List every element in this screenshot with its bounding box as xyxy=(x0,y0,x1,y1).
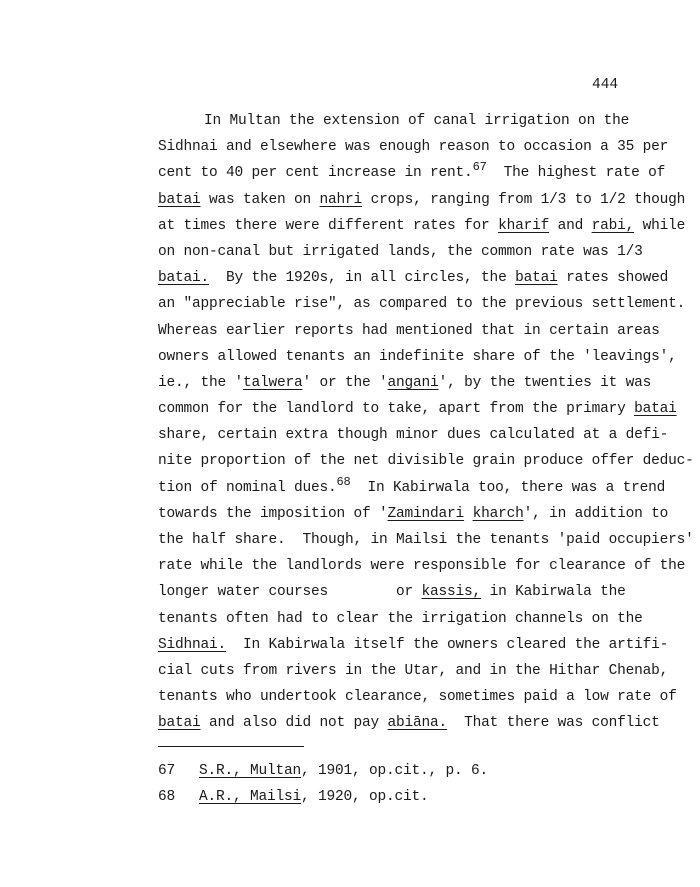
text-line: tion of nominal dues.$^{68}$ In Kabirwala too, there was a trend xyxy=(158,474,666,496)
text-line: In Multan the extension of canal irrigation on the xyxy=(204,113,630,129)
underlined-term: batai xyxy=(515,270,558,287)
footnote-ref: 68 xyxy=(336,474,351,489)
text-line: Whereas earlier reports had mentioned that in certain areas xyxy=(158,322,660,339)
text-line: batai and also did not pay abiāna. That there was conflict xyxy=(158,715,660,732)
text-line: longer water courses or kassis, in Kabirwala the xyxy=(158,584,626,601)
text-line: batai was taken on nahri crops, ranging from 1/3 to 1/2 though xyxy=(158,191,686,208)
footnote-number: 67 xyxy=(158,763,176,779)
underlined-term: batai xyxy=(158,715,201,732)
underlined-term: Zamindari xyxy=(387,505,465,522)
text-line: towards the imposition of 'Zamindari kharch', in addition to xyxy=(158,505,669,522)
text-line: Sidhnai and elsewhere was enough reason to occasion a 35 per xyxy=(158,139,669,156)
text-line: nite proportion of the net divisible grain produce offer deduc- xyxy=(158,453,694,470)
text-line: an "appreciable rise", as compared to the previous settlement. xyxy=(158,296,686,313)
underlined-term: angani xyxy=(387,374,439,391)
text-line: tenants who undertook clearance, sometimes paid a low rate of xyxy=(158,689,677,706)
underlined-term: batai. xyxy=(158,270,210,287)
underlined-term: kassis, xyxy=(421,584,482,601)
body-text xyxy=(158,108,694,737)
underlined-term: Sidhnai. xyxy=(158,636,227,653)
underlined-term: talwera xyxy=(243,374,303,391)
text-line: ie., the 'talwera' or the 'angani', by the twenties it was xyxy=(158,374,652,391)
footnote-rule xyxy=(158,746,304,747)
page-number: 444 xyxy=(592,77,619,93)
text-line: on non-canal but irrigated lands, the common rate was 1/3 xyxy=(158,243,643,260)
underlined-term: batai xyxy=(158,191,201,208)
footnotes xyxy=(158,758,488,810)
text-line: cent to 40 per cent increase in rent.$^{67}$ The highest rate of xyxy=(158,160,666,182)
footnote: 67 S.R., Multan, 1901, op.cit., p. 6. xyxy=(158,758,488,784)
underlined-term: nahri xyxy=(319,191,363,208)
underlined-term: kharch xyxy=(472,505,524,522)
text-line: cial cuts from rivers in the Utar, and in the Hithar Chenab, xyxy=(158,662,669,679)
text-line: the half share. Though, in Mailsi the tenants 'paid occupiers' xyxy=(158,532,694,548)
text-line: Sidhnai. In Kabirwala itself the owners cleared the artifi- xyxy=(158,636,669,653)
footnote-number: 68 xyxy=(158,789,176,805)
footnote-ref: 67 xyxy=(472,160,487,175)
underlined-term: rabi, xyxy=(591,217,635,234)
underlined-term: abiāna. xyxy=(387,715,448,732)
text-line: common for the landlord to take, apart from the primary batai xyxy=(158,401,677,418)
footnote: 68 A.R., Mailsi, 1920, op.cit. xyxy=(158,784,488,810)
text-line: batai. By the 1920s, in all circles, the batai rates showed xyxy=(158,270,669,287)
text-line: rate while the landlords were responsible for clearance of the xyxy=(158,558,686,575)
text-line: tenants often had to clear the irrigation channels on the xyxy=(158,610,643,627)
underlined-term: A.R., Mailsi xyxy=(199,789,302,805)
text-line: at times there were different rates for kharif and rabi, while xyxy=(158,217,686,234)
underlined-term: S.R., Multan xyxy=(199,763,302,779)
underlined-term: batai xyxy=(634,401,677,418)
underlined-term: kharif xyxy=(498,217,550,234)
text-line: share, certain extra though minor dues calculated at a defi- xyxy=(158,427,669,444)
text-line: owners allowed tenants an indefinite share of the 'leavings', xyxy=(158,348,677,365)
